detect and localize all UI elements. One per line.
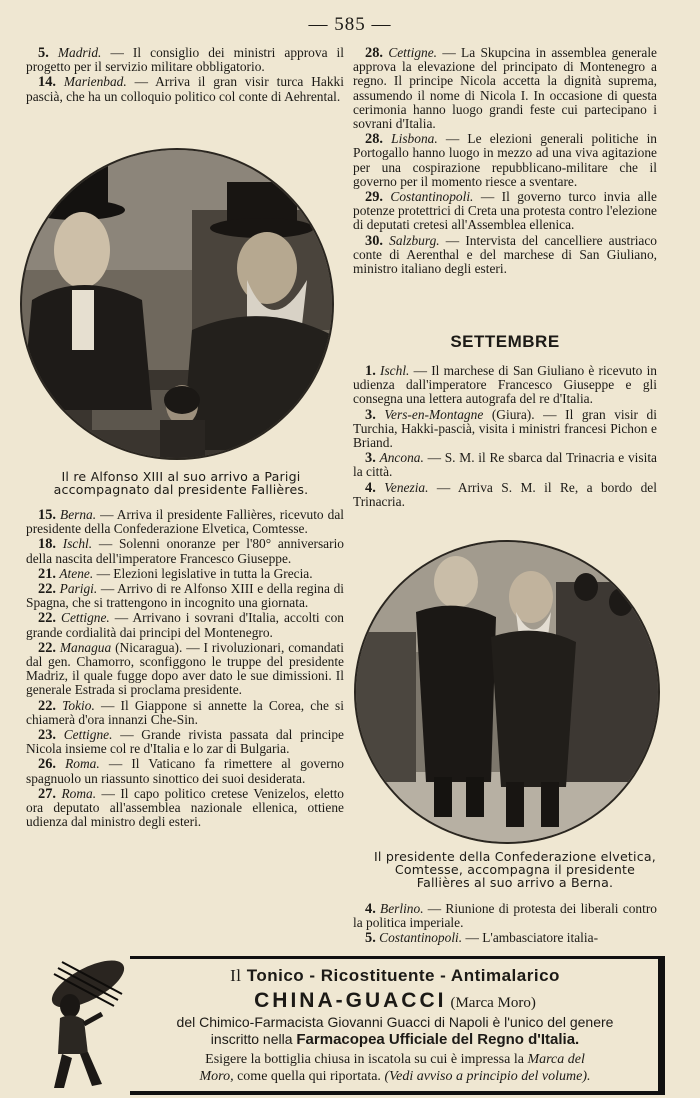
left-column-bottom <box>26 508 344 830</box>
portrait-photo-top-hats <box>22 150 332 458</box>
photo-king-alfonso <box>20 148 334 460</box>
entry: 29. Costantinopoli. — Il governo turco invia alle potenze protettrici di Creta una protesta contro l'elezione di deputati cretesi all'Assemblea ellenica. <box>353 189 657 233</box>
entry: 26. Roma. — Il Vaticano fa rimettere al governo spagnuolo un riassunto sinottico dei suoi desiderata. <box>26 756 344 786</box>
ad-line: Moro, come quella qui riportata. (Vedi avviso a principio del volume). <box>199 1069 591 1084</box>
photo-caption-left: Il re Alfonso XIII al suo arrivo a Parigi accompagnato dal presidente Fallières. <box>53 469 309 498</box>
entry: 27. Roma. — Il capo politico cretese Venizelos, eletto ora deputato all'assemblea nazionale ellenica, ottiene udienza dal ministro degli esteri. <box>26 785 344 830</box>
entry: 21. Atene. — Elezioni legislative in tutta la Grecia. <box>38 565 313 582</box>
month-heading: SETTEMBRE <box>450 332 560 351</box>
ad-brand: CHINA-GUACCI (Marca Moro) <box>254 989 536 1012</box>
left-column-top <box>26 46 344 105</box>
ad-title: Il Tonico - Ricostituente - Antimalarico <box>230 966 560 985</box>
entry: 22. Cettigne. — Arrivano i sovrani d'Italia, accolti con grande cordialità dai principi del Montenegro. <box>26 610 344 640</box>
right-column-bottom <box>353 902 657 947</box>
photo-two-presidents-walking <box>356 542 658 842</box>
entry: 4. Venezia. — Arriva S. M. il Re, a bordo del Trinacria. <box>353 479 657 509</box>
ad-line: del Chimico-Farmacista Giovanni Guacci di Napoli è l'unico del genere <box>176 1014 614 1030</box>
entry: 3. Vers-en-Montagne (Giura). — Il gran visir di Turchia, Hakki-pascià, visita i ministri francesi Pichon e Briand. <box>353 406 657 451</box>
right-column-mid <box>353 364 657 510</box>
advertisement <box>0 952 700 1098</box>
entry: 4. Berlino. — Riunione di protesta dei liberali contro la politica imperiale. <box>353 901 657 931</box>
entry: 22. Parigi. — Arrivo di re Alfonso XIII e della regina di Spagna, che si trattengono in incognito una giornata. <box>26 581 344 611</box>
entry: 5. Madrid. — Il consiglio dei ministri approva il progetto per il servizio militare obbligatorio. <box>26 45 345 75</box>
entry: 30. Salzburg. — Intervista del cancelliere austriaco conte di Aerenthal e del marchese di San Giuliano, ministro italiano degli esteri. <box>353 232 657 277</box>
entry: 3. Ancona. — S. M. il Re sbarca dal Trinacria e visita la città. <box>353 450 657 480</box>
entry: 22. Managua (Nicaragua). — I rivoluzionari, comandati dal gen. Chamorro, sconfiggono le truppe del presidente Madriz, il quale fugge dopo aver dato le sue dimissioni. Il generale Estrada si proclama presidente. <box>26 639 344 698</box>
entry: 18. Ischl. — Solenni onoranze per l'80° anniversario della nascita dell'imperatore Francesco Giuseppe. <box>26 536 344 566</box>
entry: 5. Costantinopoli. — L'ambasciatore italia- <box>365 930 599 947</box>
entry: 28. Cettigne. — La Skupcina in assemblea generale approva la elevazione del principato di Montenegro a regno. Il principe Nicola accetta la dignità suprema, assumendo il nome di Nicola I. In occasione di questa cerimonia hanno luogo grandi feste cui partecipano i sovrani d'Italia. <box>353 45 657 132</box>
entry: 23. Cettigne. — Grande rivista passata dal principe Nicola insieme col re d'Italia e lo zar di Bulgaria. <box>26 727 344 757</box>
entry: 14. Marienbad. — Arriva il gran visir turca Hakki pascià, che ha un colloquio politico col conte di Aehrental. <box>26 74 344 104</box>
entry: 15. Berna. — Arriva il presidente Fallières, ricevuto dal presidente della Confederazione Elvetica, Comtesse. <box>26 507 345 537</box>
entry: 22. Tokio. — Il Giappone si annette la Corea, che si chiamerà d'ora innanzi Che-Sin. <box>26 697 344 727</box>
photo-caption-right: Il presidente della Confederazione elvetica, Comtesse, accompagna il presidente Fallières al suo arrivo a Berna. <box>374 849 656 891</box>
photo-presidents-berna <box>354 540 660 844</box>
page-number: — 585 — <box>308 14 392 35</box>
entry: 1. Ischl. — Il marchese di San Giuliano è ricevuto in udienza dall'imperatore Francesco Giuseppe e gli consegna una lettera autografa del re d'Italia. <box>353 363 657 407</box>
ad-line: Esigere la bottiglia chiusa in iscatola su cui è impressa la Marca del <box>205 1052 585 1067</box>
entry: 28. Lisbona. — Le elezioni generali politiche in Portogallo hanno luogo in mezzo ad una viva agitazione per una cospirazione repubblicano-militare che il governo per il momento riesce a sventare. <box>353 131 657 189</box>
man-carrying-bark-bundle-icon <box>40 954 132 1094</box>
right-column-top <box>353 46 657 277</box>
ad-line: inscritto nella Farmacopea Ufficiale del Regno d'Italia. <box>210 1031 580 1048</box>
